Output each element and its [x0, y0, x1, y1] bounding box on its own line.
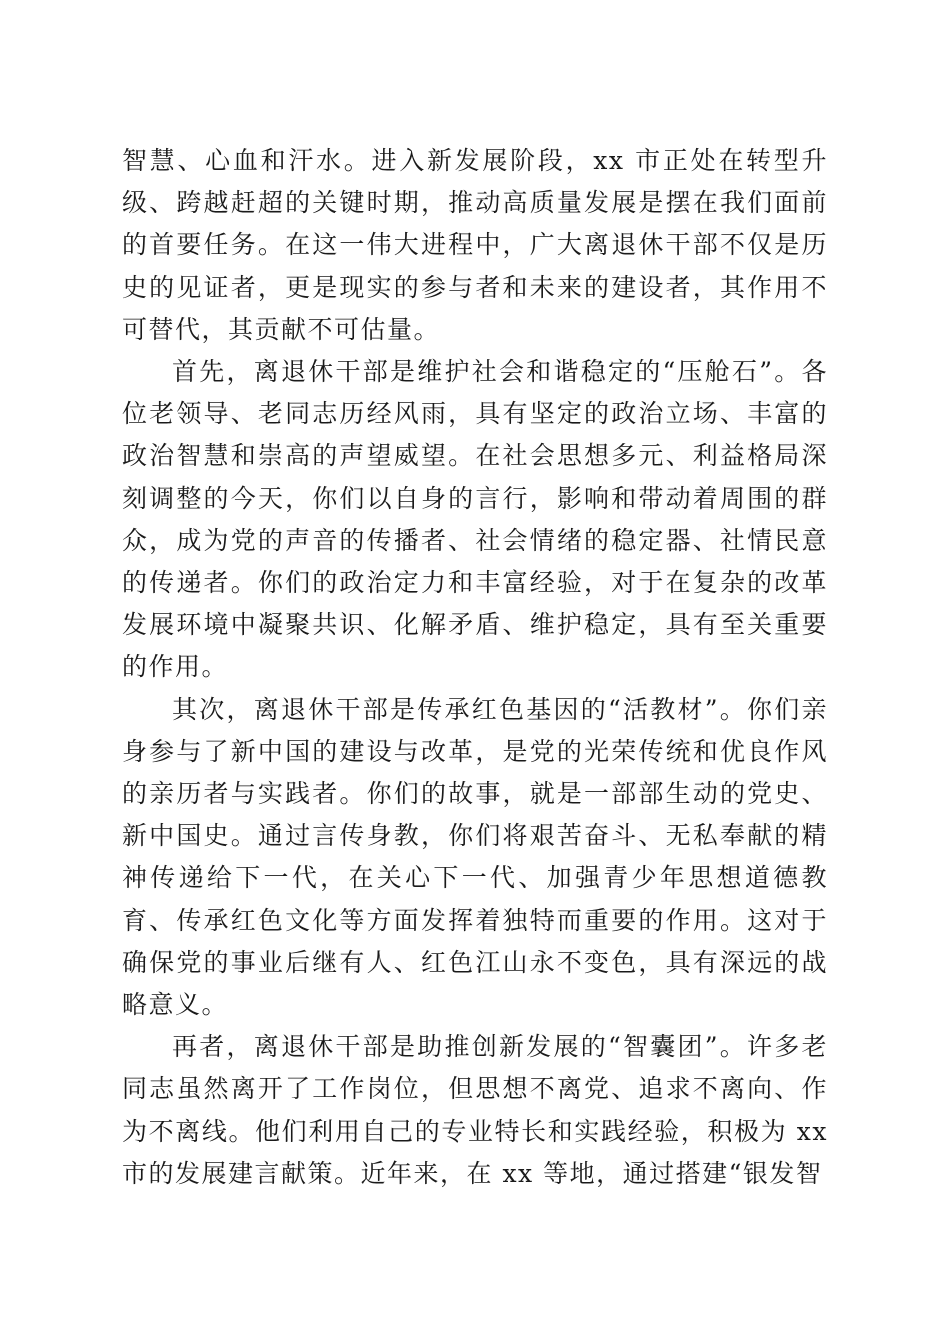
paragraph-1: 智慧、心血和汗水。进入新发展阶段，xx 市正处在转型升级、跨越赶超的关键时期，推动高质量发展是摆在我们面前的首要任务。在这一伟大进程中，广大离退休干部不仅是历史的见证者，更是现实的参与者和未来的建设者，其作用不可替代，其贡献不可估量。: [122, 146, 828, 344]
document-body: [122, 140, 828, 1195]
paragraph-3: 其次，离退休干部是传承红色基因的“活教材”。你们亲身参与了新中国的建设与改革，是党的光荣传统和优良作风的亲历者与实践者。你们的故事，就是一部部生动的党史、新中国史。通过言传身教，你们将艰苦奋斗、无私奉献的精神传递给下一代，在关心下一代、加强青少年思想道德教育、传承红色文化等方面发挥着独特而重要的作用。这对于确保党的事业后继有人、红色江山永不变色，具有深远的战略意义。: [122, 694, 828, 1020]
paragraph-4: 再者，离退休干部是助推创新发展的“智囊团”。许多老同志虽然离开了工作岗位，但思想不离党、追求不离向、作为不离线。他们利用自己的专业特长和实践经验，积极为 xx 市的发展建言献策。近年来，在 xx 等地，通过搭建“银发智: [122, 1032, 828, 1188]
paragraph-2: 首先，离退休干部是维护社会和谐稳定的“压舱石”。各位老领导、老同志历经风雨，具有坚定的政治立场、丰富的政治智慧和崇高的声望威望。在社会思想多元、利益格局深刻调整的今天，你们以自身的言行，影响和带动着周围的群众，成为党的声音的传播者、社会情绪的稳定器、社情民意的传递者。你们的政治定力和丰富经验，对于在复杂的改革发展环境中凝聚共识、化解矛盾、维护稳定，具有至关重要的作用。: [122, 357, 828, 682]
